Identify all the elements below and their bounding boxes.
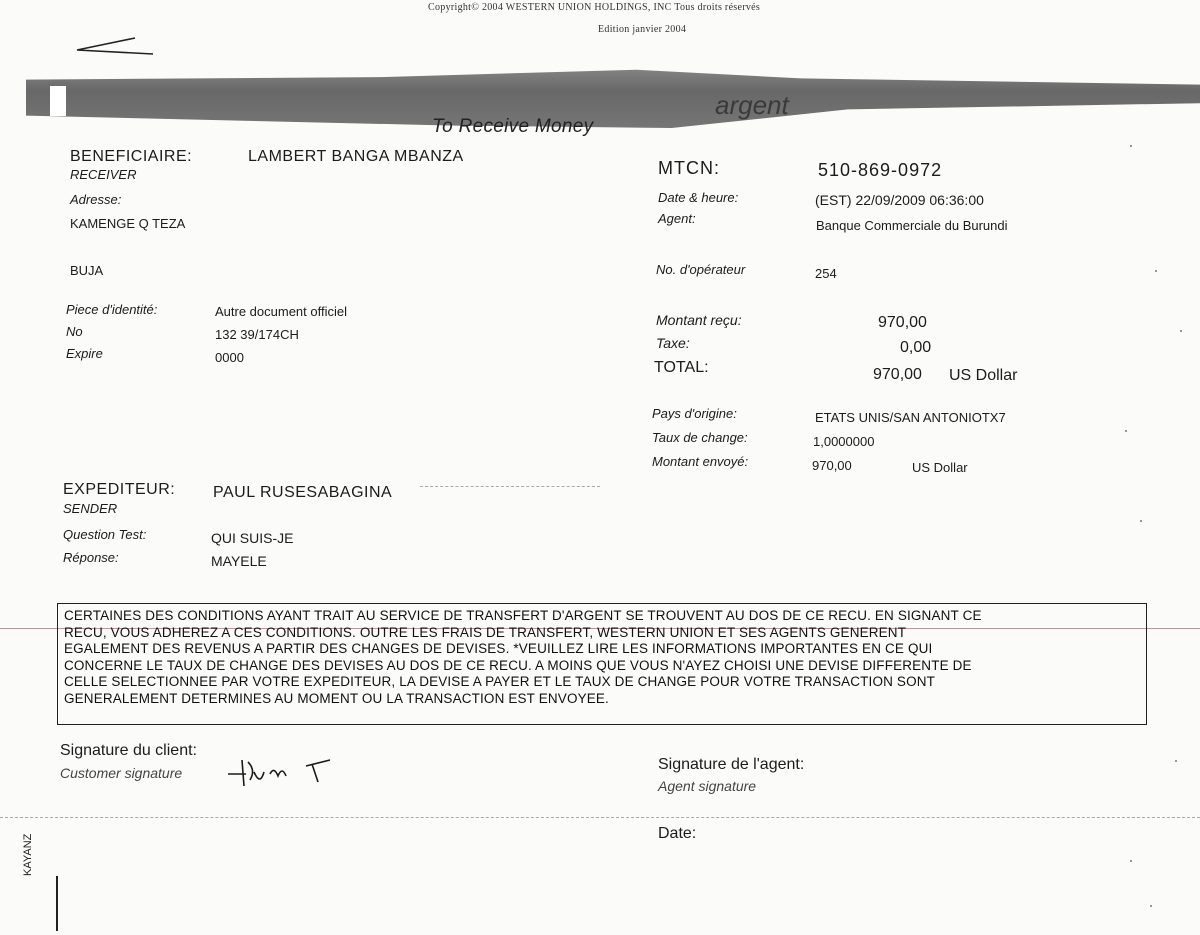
mtcn-label: MTCN: (658, 158, 720, 178)
tax-label: Taxe: (656, 335, 690, 351)
id-value: Autre document officiel (215, 304, 347, 319)
answer-value: MAYELE (211, 553, 267, 569)
address-line1: KAMENGE Q TEZA (70, 216, 186, 231)
margin-text: KAYANZ (22, 833, 34, 876)
answer-label: Réponse: (63, 550, 119, 565)
edition-line: Edition janvier 2004 (598, 24, 687, 35)
id-number-label: No (66, 324, 83, 339)
banner-subtitle: To Receive Money (432, 116, 594, 137)
sender-name: PAUL RUSESABAGINA (213, 484, 393, 501)
scan-speck (1130, 860, 1132, 862)
amount-received-value: 970,00 (878, 314, 927, 331)
client-signature-sub: Customer signature (60, 765, 183, 781)
receiver-sub-label: RECEIVER (70, 167, 137, 182)
scan-speck (1175, 760, 1177, 762)
conditions-line: EGALEMENT DES REVENUS A PARTIR DES CHANGES DE DEVISES. *VEUILLEZ LIRE LES INFORMATIONS IMPORTANTES EN CE QUI (64, 641, 933, 656)
rate-label: Taux de change: (652, 430, 748, 445)
scan-speck (1180, 330, 1182, 332)
datetime-value: (EST) 22/09/2009 06:36:00 (815, 192, 984, 208)
id-number-value: 132 39/174CH (215, 327, 299, 342)
address-line2: BUJA (70, 263, 104, 278)
date-label: Date: (658, 825, 697, 842)
conditions-line: CELLE SELECTIONNEE PAR VOTRE EXPEDITEUR, LA DEVISE A PAYER ET LE TAUX DE CHANGE POUR VOTRE TRANSACTION SONT (64, 674, 936, 689)
scan-speck (1130, 145, 1132, 147)
conditions-line: RECU, VOUS ADHEREZ A CES CONDITIONS. OUTRE LES FRAIS DE TRANSFERT, WESTERN UNION ET SES AGENTS GENERENT (64, 624, 907, 640)
arrow-mark-icon (75, 36, 155, 56)
operator-label: No. d'opérateur (656, 262, 746, 277)
client-signature-label: Signature du client: (60, 742, 197, 759)
question-value: QUI SUIS-JE (211, 530, 294, 546)
total-label: TOTAL: (654, 359, 709, 376)
sent-label: Montant envoyé: (652, 454, 749, 469)
scan-speck (1140, 520, 1142, 522)
mtcn-value: 510-869-0972 (818, 160, 943, 180)
origin-label: Pays d'origine: (652, 406, 737, 421)
sender-label: EXPEDITEUR: (63, 481, 176, 498)
rate-value: 1,0000000 (813, 434, 875, 449)
expire-value: 0000 (215, 350, 244, 365)
banner-strip (26, 66, 1200, 128)
conditions-line: GENERALEMENT DETERMINES AU MOMENT OU LA TRANSACTION EST ENVOYEE. (64, 690, 609, 706)
tax-value: 0,00 (900, 339, 932, 356)
scan-speck (1150, 905, 1152, 907)
total-currency: US Dollar (949, 367, 1018, 384)
receiver-label: BENEFICIAIRE: (70, 148, 193, 165)
origin-value: ETATS UNIS/SAN ANTONIOTX7 (815, 410, 1006, 425)
conditions-line: CONCERNE LE TAUX DE CHANGE DES DEVISES AU DOS DE CE RECU. A MOINS QUE VOUS N'AYEZ CHOISI UNE DEVISE DIFFERENTE DE (64, 657, 972, 673)
agent-signature-sub: Agent signature (658, 778, 757, 794)
operator-value: 254 (815, 266, 837, 281)
sent-value: 970,00 (812, 458, 852, 473)
conditions-line: CERTAINES DES CONDITIONS AYANT TRAIT AU SERVICE DE TRANSFERT D'ARGENT SE TROUVENT AU DOS DE CE RECU. EN SIGNANT CE (64, 608, 982, 623)
question-label: Question Test: (63, 527, 147, 542)
agent-signature-label: Signature de l'agent: (658, 756, 805, 773)
datetime-label: Date & heure: (658, 190, 739, 205)
address-label: Adresse: (70, 192, 122, 207)
conditions-box (57, 603, 1147, 725)
agent-value: Banque Commerciale du Burundi (816, 218, 1008, 233)
amount-received-label: Montant reçu: (656, 312, 742, 328)
divider-line (420, 486, 600, 487)
banner-white-block (50, 86, 66, 116)
copyright-line: Copyright© 2004 WESTERN UNION HOLDINGS, INC Tous droits réservés (428, 2, 761, 13)
receiver-name: LAMBERT BANGA MBANZA (248, 148, 464, 165)
sent-currency: US Dollar (912, 460, 968, 475)
divider-line (0, 817, 1200, 818)
margin-bar (56, 876, 58, 931)
id-label: Piece d'identité: (66, 302, 158, 317)
scan-speck (1125, 430, 1127, 432)
sender-sub-label: SENDER (63, 501, 118, 516)
agent-label: Agent: (658, 211, 696, 226)
handwritten-signature-icon (226, 752, 336, 792)
total-value: 970,00 (873, 366, 922, 383)
banner-title: argent (715, 90, 789, 120)
expire-label: Expire (66, 346, 103, 361)
scan-speck (1155, 270, 1157, 272)
